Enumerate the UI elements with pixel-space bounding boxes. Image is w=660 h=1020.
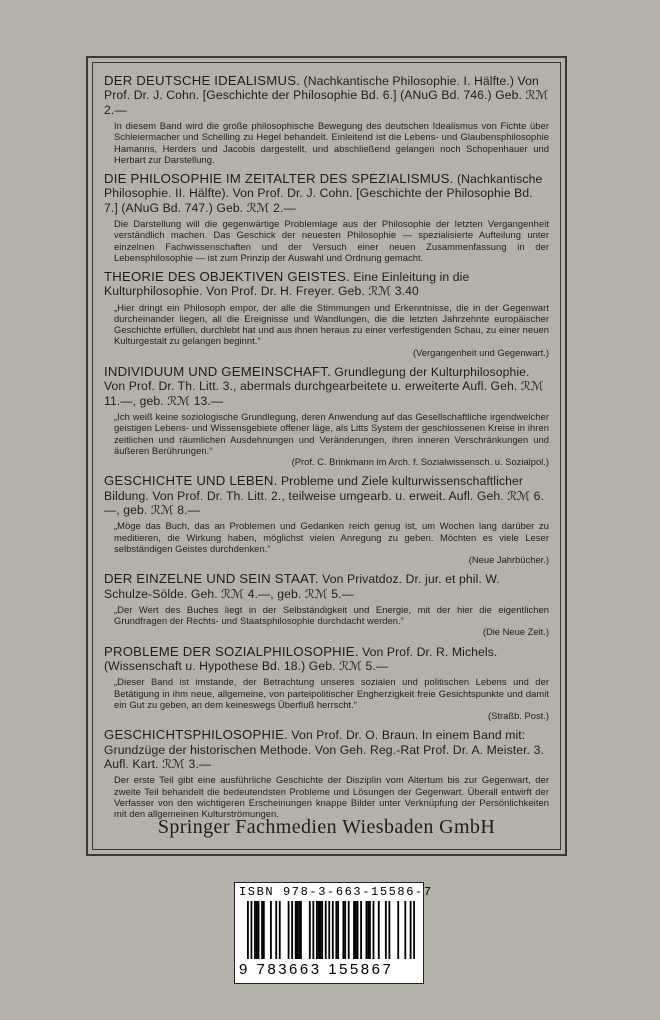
book-description: „Hier dringt ein Philosoph empor, der alle die Stimmungen und Erkenntnisse, die in der Gegenwart durcheinander liegen, all die Ereignisse und Wandlungen, die die letzten Jahrzehnte europäischer Geschichte erfüllen, durchlebt hat und aus ihnen heraus zu einer verfestigenden Schau, zu einer neuen Kulturgestalt zu gelangen beginnt.“ xyxy=(114,301,549,347)
barcode-bar xyxy=(378,901,380,959)
barcode-bar xyxy=(373,901,375,959)
barcode-bar xyxy=(291,901,293,959)
publisher-name: Springer Fachmedien Wiesbaden GmbH xyxy=(157,816,496,838)
book-details: Von Privatdoz. Dr. jur. et phil. W. Schulze-Sölde. Geh. ℛℳ 4.—, geb. ℛℳ 5.— xyxy=(104,572,500,601)
barcode-bar xyxy=(337,901,339,959)
book-title: DER EINZELNE UND SEIN STAAT. xyxy=(104,571,319,587)
book-description: In diesem Band wird die große philosophische Bewegung des deutschen Idealismus von Fichte über Schleiermacher und Schelling zu Hegel behandelt. Einleitend ist die Lebens- und Glaubensphilosophie Hamanns, Herders und Jacobis dargestellt, und abschließend gelangen noch Schopenhauer und Herbart zur Darstellung. xyxy=(114,120,549,165)
book-entry xyxy=(104,74,549,165)
book-entry xyxy=(104,172,549,263)
barcode-bar xyxy=(353,901,355,959)
barcode-bar xyxy=(320,901,322,959)
review-source: (Vergangenheit und Gegenwart.) xyxy=(412,346,549,358)
book-details: Von Prof. Dr. O. Braun. In einem Band mit: Grundzüge der historischen Methode. Von Geh. Reg.-Rat Prof. Dr. A. Meister. 3. Aufl. Kart. ℛℳ 3.— xyxy=(104,728,544,772)
book-description: Der erste Teil gibt eine ausführliche Geschichte der Disziplin vom Altertum bis zur Gegenwart, der zweite Teil behandelt die bedeutendsten Probleme und Lösungen der Gegenwart. Überall entwirft der Verfasser von den wichtigeren Erscheinungen knappe Bilder unter Verknüpfung der Persönlichkeiten mit den allgemeinen Kulturströmungen. xyxy=(114,774,549,820)
barcode-bar xyxy=(397,901,399,959)
barcode-bar xyxy=(321,901,323,959)
barcode-bar xyxy=(410,901,412,959)
barcode-bar xyxy=(270,901,272,959)
barcode-bar xyxy=(348,901,350,959)
book-title: GESCHICHTE UND LEBEN. xyxy=(104,473,278,489)
barcode-bar xyxy=(367,901,369,959)
book-entry xyxy=(104,474,549,565)
book-title: DIE PHILOSOPHIE IM ZEITALTER DES SPEZIALISMUS. xyxy=(104,171,454,187)
barcode-bar xyxy=(344,901,346,959)
barcode-bar xyxy=(316,901,318,959)
barcode-bar xyxy=(360,901,362,959)
barcode-bar xyxy=(365,901,367,959)
book-description: „Ich weiß keine soziologische Grundlegung, deren Anwendung auf das Gesellschaftliche irgendwelcher geistigen Lebens- und Wissensgebiete offener läge, als Litts System der geschlossenen Kreise in ihren zeitlichen und räumlichen Ausdehnungen und Veränderungen, ihren inneren Verschränkungen und äußeren Berührungen.“ xyxy=(114,411,549,456)
book-details: Grundlegung der Kulturphilosophie. Von Prof. Dr. Th. Litt. 3., abermals durchgearbeitete u. erweiterte Aufl. Geh. ℛℳ 11.—, geb. ℛℳ 13.— xyxy=(104,364,544,408)
barcode-bar xyxy=(357,901,359,959)
barcode-bar xyxy=(385,901,387,959)
book-description: „Der Wert des Buches liegt in der Selbständigkeit und Energie, mit der hier die eigentlichen Grundfragen der Rechts- und Staatsphilosophie durchdacht werden.“ xyxy=(114,603,549,627)
barcode-bar xyxy=(332,901,334,959)
barcode-bars xyxy=(247,901,415,959)
barcode-bar xyxy=(335,901,337,959)
barcode-bar xyxy=(279,901,281,959)
book-description: „Möge das Buch, das an Problemen und Gedanken reich genug ist, um Wochen lang darüber zu meditieren, die Wirkung haben, möglichst vielen Anregung zu geben. Möchten es viele Leser selbständigen Geistes durchdenken.“ xyxy=(114,520,549,554)
book-title: DER DEUTSCHE IDEALISMUS. xyxy=(104,73,301,88)
barcode-digits: 9 783663 155867 xyxy=(239,961,394,978)
book-entry xyxy=(104,365,549,467)
barcode-bar xyxy=(325,901,327,959)
barcode-bar xyxy=(261,901,263,959)
barcode-bar xyxy=(263,901,265,959)
review-source: (Straßb. Post.) xyxy=(488,710,549,721)
book-entry xyxy=(104,572,549,637)
book-title: GESCHICHTSPHILOSOPHIE. xyxy=(104,727,288,743)
barcode-bar xyxy=(300,901,302,959)
book-details: Probleme und Ziele kulturwissenschaftlicher Bildung. Von Prof. Dr. Th. Litt. 2., teilweise umgearb. u. erweit. Aufl. Geh. ℛℳ 6.—, geb. ℛℳ 8.— xyxy=(104,474,544,517)
barcode-bar xyxy=(251,901,253,959)
barcode-bar xyxy=(318,901,320,959)
book-title: THEORIE DES OBJEKTIVEN GEISTES. xyxy=(104,269,350,285)
barcode-bar xyxy=(256,901,258,959)
barcode-bar xyxy=(298,901,300,959)
book-entry xyxy=(104,270,549,358)
barcode-bar xyxy=(328,901,330,959)
isbn-text: ISBN 978-3-663-15586-7 xyxy=(239,885,433,899)
barcode-bar xyxy=(369,901,371,959)
barcode-bar xyxy=(404,901,406,959)
barcode-bar xyxy=(309,901,311,959)
book-title: PROBLEME DER SOZIALPHILOSOPHIE. xyxy=(104,643,359,659)
barcode-bar xyxy=(288,901,290,959)
book-list xyxy=(104,74,549,826)
barcode-bar xyxy=(413,901,415,959)
book-details: (Nachkantische Philosophie. I. Hälfte.) Von Prof. Dr. J. Cohn. [Geschichte der Philosophie Bd. 6.] (ANuG Bd. 746.) Geb. ℛℳ 2.— xyxy=(104,74,549,117)
review-source: (Prof. C. Brinkmann im Arch. f. Sozialwissensch. u. Sozialpol.) xyxy=(291,455,549,467)
review-source: (Die Neue Zeit.) xyxy=(482,626,549,638)
book-details: Eine Einleitung in die Kulturphilosophie. Von Prof. Dr. H. Freyer. Geb. ℛℳ 3.40 xyxy=(104,270,470,299)
barcode-label xyxy=(234,882,433,984)
barcode-bar xyxy=(247,901,249,959)
barcode-bar xyxy=(388,901,390,959)
barcode-bar xyxy=(297,901,299,959)
barcode-bar xyxy=(295,901,297,959)
barcode-bar xyxy=(258,901,260,959)
book-description: „Dieser Band ist imstande, der Betrachtung unseres sozialen und politischen Lebens und der Betätigung in ihm neue, allgemeine, von parteipolitischer Engherzigkeit freie Gesichtspunkte und damit ein Gut zu geben, an dem keineswegs Überfluß herrscht.“ xyxy=(114,676,549,710)
barcode-bar xyxy=(275,901,277,959)
book-details: Von Prof. Dr. R. Michels. (Wissenschaft u. Hypothese Bd. 18.) Geb. ℛℳ 5.— xyxy=(104,644,498,673)
barcode-bar xyxy=(312,901,314,959)
book-entry xyxy=(104,645,549,722)
book-description: Die Darstellung will die gegenwärtige Problemlage aus der Philosophie der letzten Vergangenheit verständlich machen. Das Geschick der neuesten Philosophie — spezialisierte Aufteilung unter einzelnen Fachwissenschaften und der Versuch einer neuen Zusammenfassung in der Lebensphilosophie — ist zum Prinzip der Auswahl und Ordnung gemacht. xyxy=(114,218,549,263)
barcode-bar xyxy=(355,901,357,959)
book-title: INDIVIDUUM UND GEMEINSCHAFT. xyxy=(104,363,331,379)
book-entry xyxy=(104,728,549,819)
barcode-bar xyxy=(254,901,256,959)
review-source: (Neue Jahrbücher.) xyxy=(468,553,549,565)
book-details: (Nachkantische Philosophie. II. Hälfte). Von Prof. Dr. J. Cohn. [Geschichte der Philosophie Bd. 7.] (ANuG Bd. 747.) Geb. ℛℳ 2.— xyxy=(104,172,543,215)
barcode-bar xyxy=(342,901,344,959)
